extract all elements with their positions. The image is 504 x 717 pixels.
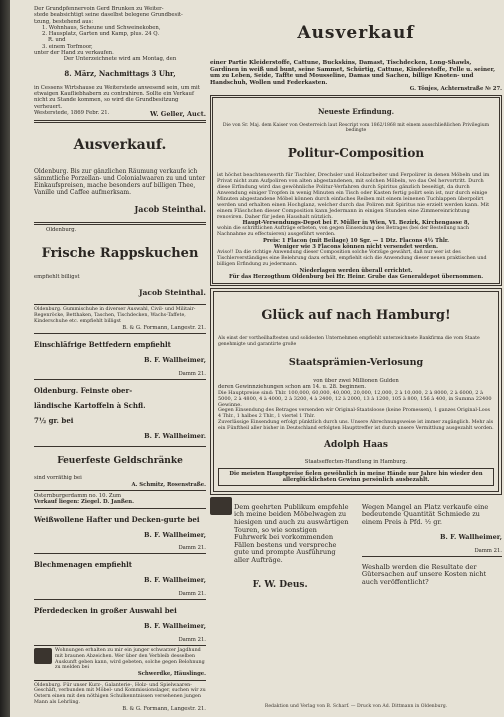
notice-date: 8. März, Nachmittags 3 Uhr, <box>64 68 176 78</box>
schmiede-signature: B. F. Wallheimer, <box>440 533 502 542</box>
ziegel-line: Verkauf liegen: Ziegel. D. Janßen. <box>34 499 134 506</box>
rappskuchen-title: Frische Rappskuchen <box>41 246 199 262</box>
notice-signature: W. Geller, Auct. <box>149 109 206 118</box>
kartoffeln-line: ländische Kartoffeln à Schfl. <box>34 400 146 410</box>
notice-line: R. und <box>48 37 66 44</box>
pferdedecken-address: Damm 21. <box>178 636 206 643</box>
lotterie-prices: Gegen Einsendung des Betrages versenden wir Original-Staatsloose (keine Promessen), 1 ganzes Original-Loos 4 Thlr., 1 halbes 2 Thlr., 1 viertel 1 Thlr. <box>218 408 490 419</box>
divider <box>34 333 206 334</box>
adolph-name: Adolph Haas <box>324 440 388 451</box>
ausverkauf-title: Ausverkauf. <box>73 136 167 153</box>
divider <box>34 222 206 225</box>
wagon-illustration <box>210 497 232 515</box>
adolph-sub: Staatseffecten-Handlung in Hamburg. <box>304 459 408 466</box>
divider <box>34 120 206 123</box>
lehrling-signature: B. & G. Formann, Langestr. 21. <box>122 705 206 712</box>
notice-line: tzung, bestehend aus: <box>34 18 94 25</box>
divider <box>34 446 206 447</box>
newspaper-page <box>10 0 504 717</box>
preis-text-b: Weniger wie 3 Flacons können nicht versendet werden. <box>274 244 438 251</box>
rappskuchen-signature: Jacob Steinthal. <box>138 287 206 297</box>
ziegel-line: Osternburgerdamm no. 10. Zum <box>34 493 122 500</box>
aviso-text: Aviso!! Da die richtige Anwendung dieser Composition solche Vorzüge gewährt, daß nur wer ist des Tischlerverständiges eine Belehrung dazu erhält, empfiehlt sich die Anwendung dieser neuen praktischen und billigen Erfindung zu jedermann. <box>217 250 487 267</box>
schmiede-address: Damm 21. <box>474 547 502 554</box>
hund-notice <box>34 648 206 677</box>
pferdedecken-signature: B. F. Wallheimer, <box>144 622 206 631</box>
formann-text: Oldenburg. Gummischuhe in diverser Auswahl, Civil- und Militair-Regenröcke, Betthaken, Taschen, Tischdecken, Wachs-Taffete, Kinderschuhe etc. empfiehlt billigst <box>34 307 196 325</box>
feuerfest-signature: A. Schmitz, Rosenstraße. <box>131 481 206 488</box>
niederlage-text: Niederlagen werden überall errichtet. <box>299 267 413 274</box>
dog-illustration <box>34 648 52 664</box>
glueck-footer: Die meisten Hauptpreise fielen gewöhnlich in meine Hände nur Jahre hin wieder den allerglücklichsten Gewinn persönlich ausbezahlt. <box>229 470 483 483</box>
ausverkauf-right-title: Ausverkauf <box>297 23 415 43</box>
right-column <box>210 6 502 600</box>
herzogthum-text: Für das Herzogthum Oldenburg bei Hr. Heinr. Grube das Generaldepot übernommen. <box>228 274 484 281</box>
notice-line: 1. Wohnhaus, Scheune und Schweinekoben, <box>42 24 161 31</box>
decken-signature: B. F. Wallheimer, <box>144 530 206 539</box>
bettfedern-address: Damm 21. <box>178 370 206 377</box>
hund-signature: Schwerdke, Häuslinge. <box>137 671 206 678</box>
lotterie-title: Staatsprämien-Verlosung <box>288 357 424 369</box>
ausverkauf-text: Oldenburg. Bis zur gänzlichen Räumung verkaufe ich sämmtliche Porzellan- und Colonialwaaren zu und unter Einkaufspreisen, mache besonders auf billigen Thee, Vanille und Caffee aufmerksam. <box>34 167 206 196</box>
hund-text: Wohnungen erhalten zu mir ein junger schwarzer Jagdhund mit braunen Abzeichen. Wer über den Verbleib desselben Auskunft geben kann, wird gebeten, solche gegen Belohnung zu melden bei <box>55 648 205 671</box>
divider <box>34 645 206 646</box>
feuerfest-sub: sind vorräthig bei <box>34 475 82 482</box>
kartoffeln-signature: B. F. Wallheimer. <box>144 431 206 440</box>
kartoffeln-price: 7½ gr. bei <box>34 415 74 425</box>
feuerfest-ad <box>34 456 206 488</box>
notice-text: in Cessens Wirtshause zu Weiterstede anwesend sein, um mit etwaigen Kaufliebhabern zu contrahiren. Sollte ein Verkauf nicht zu Stande kommen, so wird die Grundbesitzung verheuert. <box>34 84 200 110</box>
lotterie-sub: von über zwei Millionen Gulden <box>313 377 399 384</box>
decken-address: Damm 21. <box>178 545 206 552</box>
binding-edge <box>0 0 10 717</box>
moebelwagen-text: Dem geehrten Publikum empfehle ich meine beiden Möbelwagen zu hiesigen und auch zu auswärtigen Touren, so wie sonstigen Fuhrwerk bei vorkommenden Fällen bestens und verspreche gute und prompte Ausführung aller Aufträge. <box>234 502 349 564</box>
lotterie-date: deren Gewinnziehungen schon am 14. u. 28. beginnen. <box>218 383 367 390</box>
divider <box>34 490 206 491</box>
notice-line: 3. einem Torfmoor, <box>42 43 93 50</box>
blech-ad <box>34 561 206 597</box>
notice-line: Der Grundpfennervoin Gerd Brunken zu Weiter- <box>34 6 164 12</box>
kartoffeln-line: Oldenburg. Feinste ober- <box>34 385 133 395</box>
lehrling-ad <box>34 683 206 712</box>
imprint-footer: Redaktion und Verlag von B. Scharf. — Druck von Ad. Dittmann in Oldenburg. <box>264 704 448 709</box>
weshalb-text: Weshalb werden die Resultate der Gütersachen auf unsere Kosten nicht auch veröffentlicht? <box>361 562 487 586</box>
notice-place: Westerstede, 1869 Febr. 21. <box>34 109 110 116</box>
ausverkauf-right <box>210 23 502 93</box>
bettfedern-ad <box>34 341 206 377</box>
erfindung-sub: Die von Sr. Maj. dem Kaiser von Oesterreich laut Rescript vom 1862/1868 mit einem ausschließlichen Privilegium bedingte <box>222 122 490 134</box>
notice-line: stede beabsichtigt seine daselbst belegene Grundbesit- <box>34 12 183 19</box>
decken-text: Weißwollene Hafter und Decken-gurte bei <box>34 514 200 524</box>
formann-signature: B. & G. Formann, Langestr. 21. <box>122 324 206 331</box>
depot-text-b: wohin die schriftlichen Aufträge erbeten, von gegen Einsendung des Betrages (bei der Bestellung nach Nachnahme zu effectuieren) ausgeführt werden. <box>217 226 470 237</box>
ausverkauf-signature: Jacob Steinthal. <box>134 203 206 214</box>
notice-line: unter der Hand zu verkaufen. <box>34 50 114 57</box>
ausverkauf-right-text: einer Partie Kleiderstoffe, Cattune, Buckskins, Damast, Tischdecken, Long-Shawls, Gardinen in weiß und bunt, seine Sammet, Schürtig, Cattune, Kinderstoffe, Felle u. seiner, um zu Leben, Seide, Taffte und Mousseline, Damas und Sachen, billige Knoten- und Handschuh, Wollen und Federkasten. <box>210 60 496 86</box>
lotterie-box <box>210 288 502 495</box>
schmiede-ad <box>362 497 502 593</box>
divider <box>34 508 206 509</box>
moebelwagen-ad <box>210 497 350 600</box>
notice-line: Der Unterzeichnete wird am Montag, den <box>63 56 177 63</box>
glueck-sub: Als einst der vortheilhaftesten und solidesten Unternehmen empfiehlt unterzeichnete Bankfirma die vom Staate genehmigte und garantirte große <box>218 336 480 347</box>
bottom-ads <box>210 497 502 600</box>
politur-title: Politur-Composition <box>287 145 425 160</box>
blech-text: Blechmenagen empfiehlt <box>34 560 133 570</box>
schmiede-text: Wegen Mangel an Platz verkaufe eine bedeutende Quantität Schmiede zu einem Preis à Pfd. ½ gr. <box>361 502 489 526</box>
rappskuchen-place: Oldenburg. <box>46 226 77 233</box>
rappskuchen-sub: empfiehlt billigst <box>34 274 80 281</box>
erfindung-title: Neueste Erfindung. <box>317 106 395 116</box>
kartoffeln-ad <box>34 387 206 440</box>
blech-address: Damm 21. <box>178 590 206 597</box>
ausverkauf-right-signature: G. Tönjes, Achternstraße № 27. <box>409 86 502 93</box>
property-notice <box>34 6 206 118</box>
lehrling-text: Oldenburg. Für unser Kurz-, Galanterie-, Holz- und Spielwaaren-Geschäft, verbunden mit Möbel- und Kommissionslager, suchen wir zu Ostern einen mit den nöthigen Schulkenntnissen versehenen jungen Mann als Lehrling. <box>34 682 206 705</box>
lotterie-list: Die Hauptpreise sind: Thlr. 100,000, 60,000, 40,000, 20,000, 12,000, 2 à 10,000, 2 à 8000, 2 à 6000, 2 à 5000, 2 à 4800, 4 à 4000, 2 à 3200, 4 à 2400, 12 à 2000, 13 à 1200, 105 à 800, 156 à 400, in Summa 22400 Gewinne. <box>218 390 492 409</box>
notice-line: 2. Hausplatz, Garten und Kamp, plus. 24 Q. <box>42 31 160 38</box>
politur-text: ist höchst beachtenswerth für Tischler, Drechsler und Holzarbeiter und Ferpolirer in denen Möbeln und im Privat nicht zum Aufpoliren von alten abgestandenen, mit solchen Möbeln, wo das Oel hervortritt. Durch diese Erfindung wird das gewöhnliche Politur-Verfahren durch Spiritus gänzlich beseitigt, da durch Anwendung einiger Tropfen in wenig Minuten ein Tisch oder Kasten fertig polirt sein ist, nur durch einige Minuten abgestandene Möbel können durch einfaches Reiben mit einem leinenen Tuchlappen überpolirt werden und erhalten einen Hochglanz, welcher durch das Poliren mit Spiritus nie erzielt werden kann. Mit einem Fläschchen dieser Composition kann Jedermann in einigen Stunden eine Zimmereinrichtung renoviren. Daher für jeden Haushalt nützlich. <box>217 171 490 220</box>
ausverkauf-left <box>34 137 206 214</box>
divider <box>34 304 206 305</box>
left-column <box>34 6 206 712</box>
lotterie-text: Zuverlässige Einsendung erfolgt pünktlich durch uns. Unsere Abrechnungsweise ist immer zugänglich. Mehr als ein Fünftheil aller bisher in Deutschland erfolgten Haupttreffer ist durch unsere Vermittlung ausgezahlt worden. <box>218 419 494 431</box>
moebelwagen-signature: F. W. Deus. <box>252 580 308 591</box>
feuerfest-title: Feuerfeste Geldschränke <box>57 456 183 467</box>
pferdedecken-ad <box>34 607 206 643</box>
bettfedern-text: Einschläfrige Bettfedern empfiehlt <box>34 340 171 350</box>
ziegel-ad <box>34 493 206 506</box>
divider <box>34 553 206 554</box>
divider <box>34 680 206 681</box>
bettfedern-signature: B. F. Wallheimer, <box>144 356 206 365</box>
politur-box <box>210 95 502 287</box>
preis-text: Preis: 1 Flacon (mit Beilage) 10 Sgr. — 1 Dtz. Flacons 4½ Thlr. <box>262 237 450 244</box>
blech-signature: B. F. Wallheimer, <box>144 576 206 585</box>
divider <box>34 599 206 600</box>
divider <box>362 556 502 557</box>
decken-ad <box>34 516 206 552</box>
divider <box>34 379 206 380</box>
pferdedecken-text: Pferdedecken in großer Auswahl bei <box>34 606 177 616</box>
rappskuchen-ad <box>34 227 206 297</box>
depot-text: Haupt-Versendungs-Depot bei F. Müller in Wien, VI. Bezirk, Kirchengasse 8, <box>242 219 470 226</box>
glueck-title: Glück auf nach Hamburg! <box>261 308 451 324</box>
formann-ad <box>34 307 206 331</box>
